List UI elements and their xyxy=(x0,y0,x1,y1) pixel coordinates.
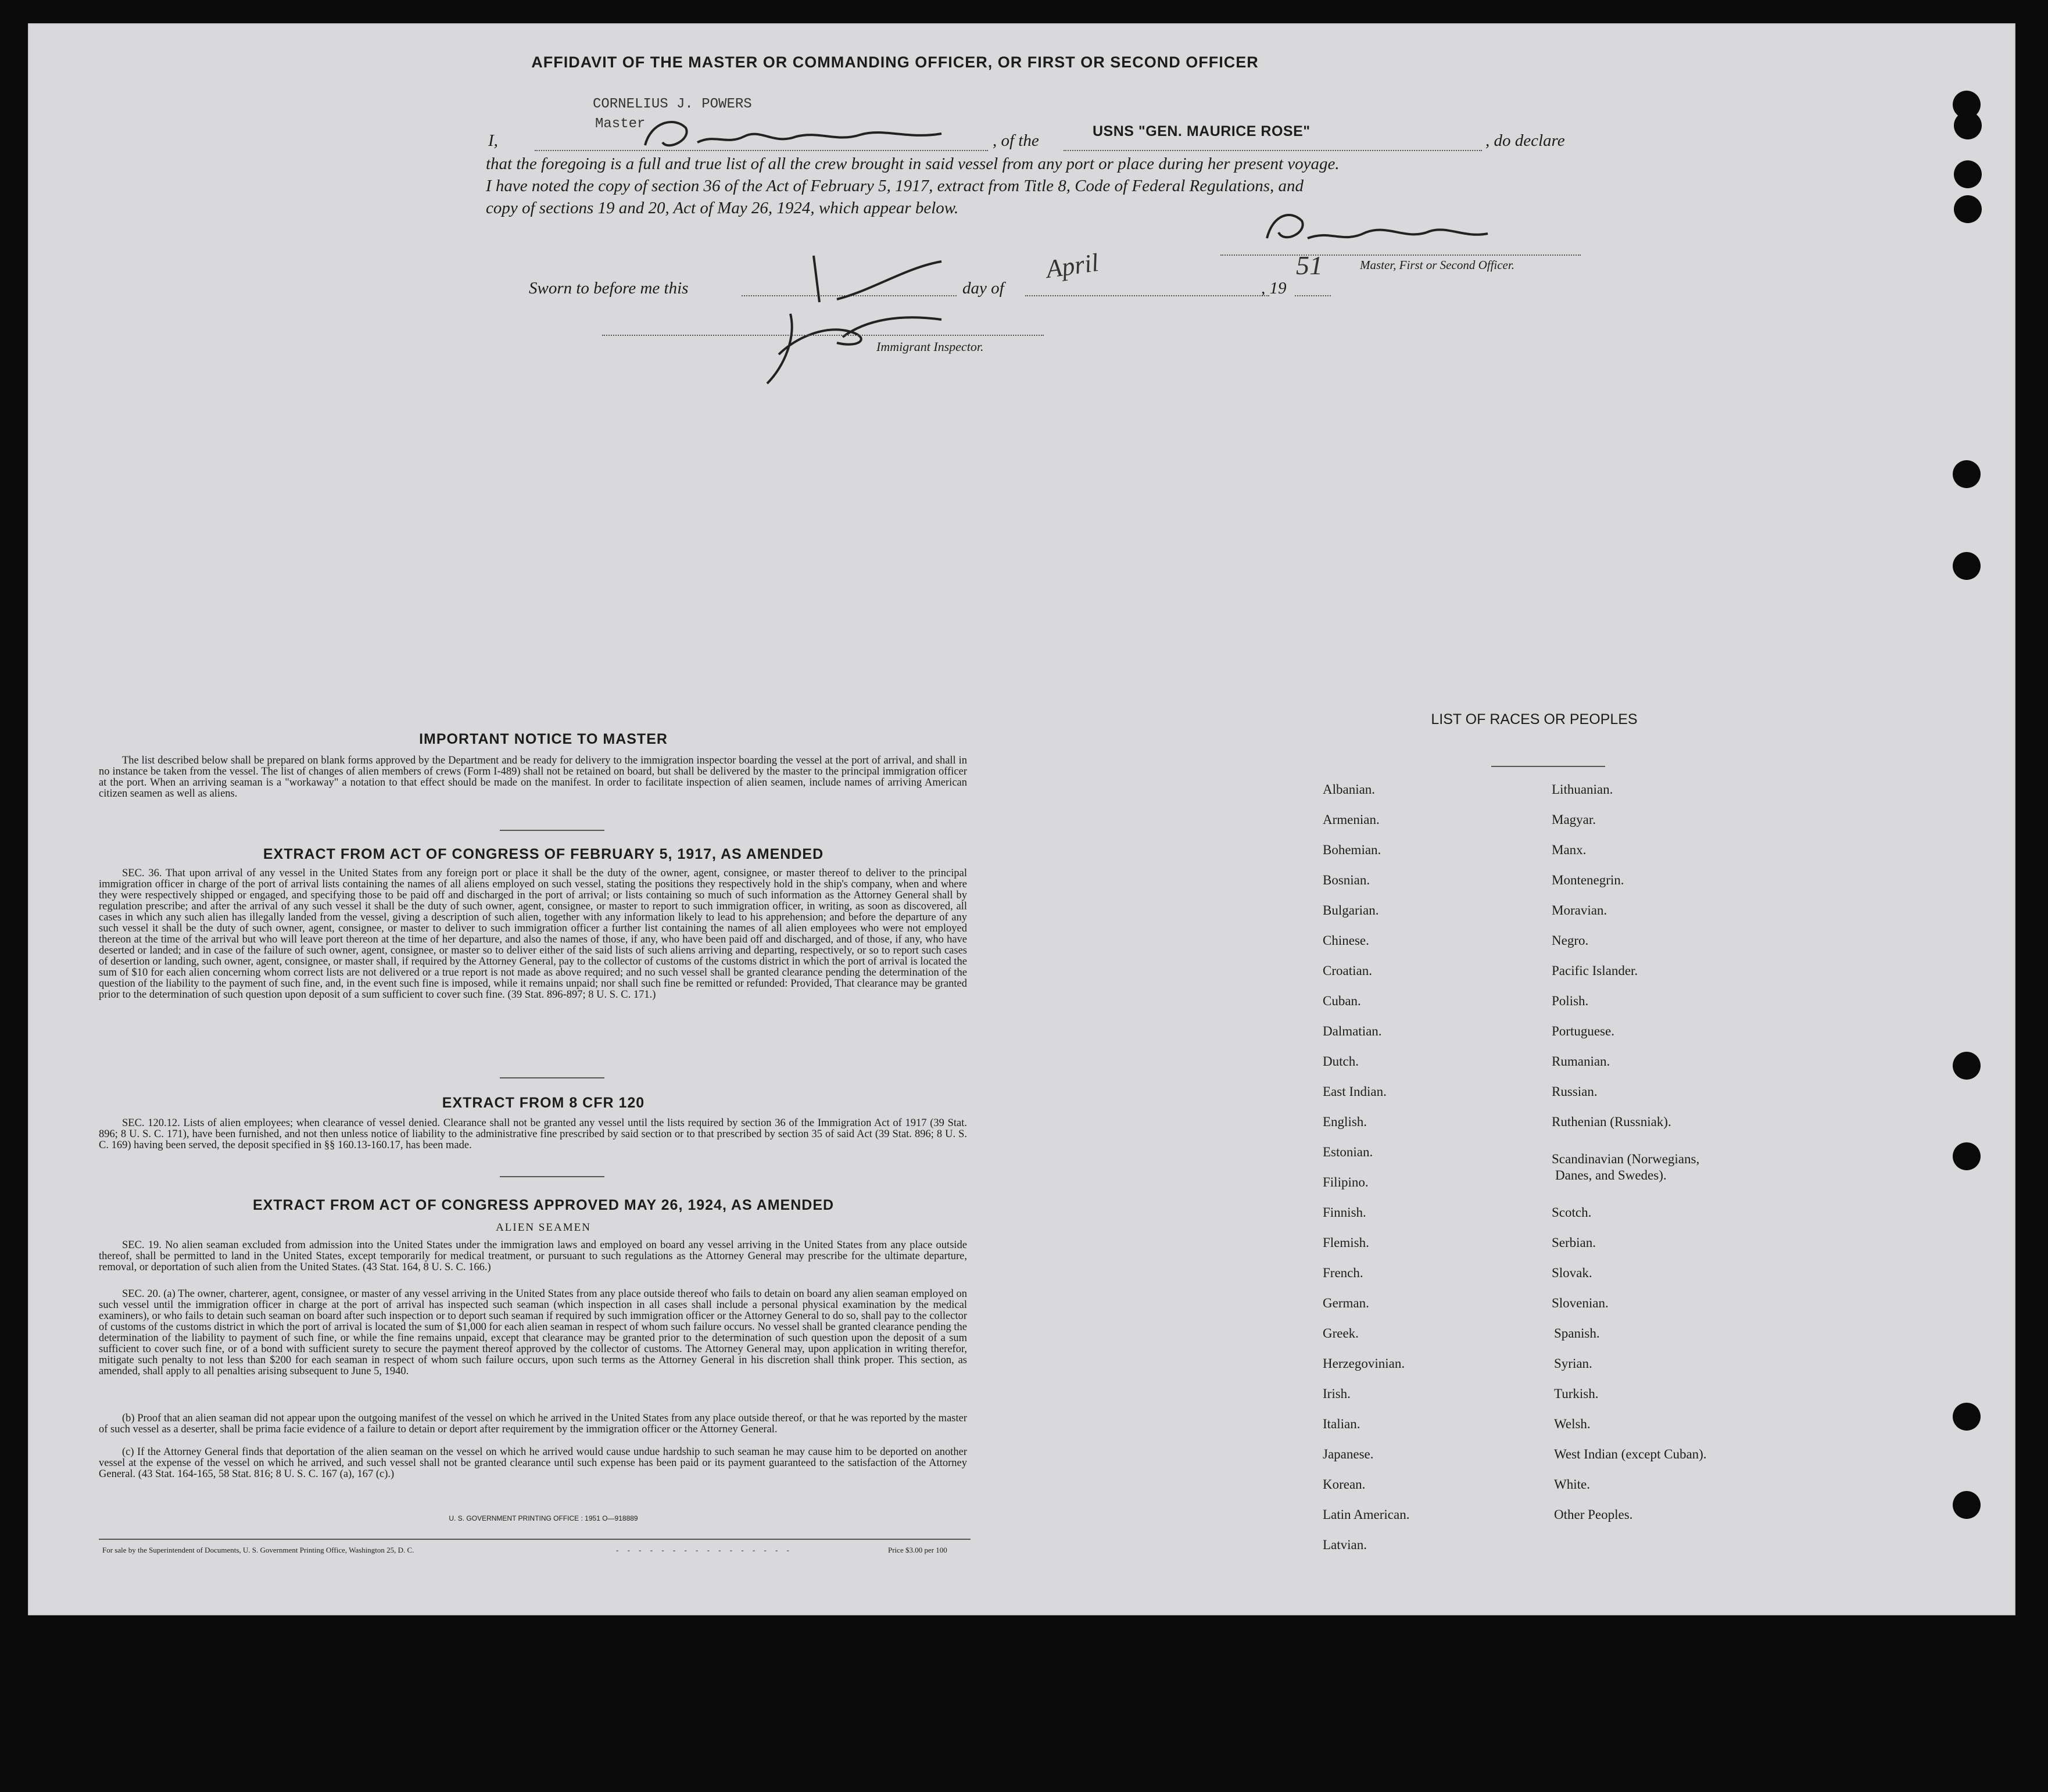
race-right: Ruthenian (Russniak). xyxy=(1552,1114,1671,1129)
race-left: Dalmatian. xyxy=(1323,1024,1382,1038)
notice-title: IMPORTANT NOTICE TO MASTER xyxy=(419,731,668,747)
footer-sale: For sale by the Superintendent of Documents, U. S. Government Printing Office, Washington 25, D. C. xyxy=(102,1546,414,1554)
race-left: Japanese. xyxy=(1323,1447,1374,1461)
race-right: Welsh. xyxy=(1554,1417,1591,1431)
month-line xyxy=(1025,295,1269,296)
race-right: Portuguese. xyxy=(1552,1024,1614,1038)
master-signature xyxy=(1255,198,1499,261)
footer-price: Price $3.00 per 100 xyxy=(888,1546,947,1554)
race-right: Montenegrin. xyxy=(1552,873,1624,887)
extract-1924-sec20c: (c) If the Attorney General finds that deportation of the alien seaman on the vessel on which he arrived would cause undue hardship to such seaman he may cause him to be deported on another vessel at the expense of the vessel on which he arrived, and such vessel shall not be granted clearance until such expense has been paid or its payment guaranteed to the satisfaction of the Attorney General. (43 Stat. 164-165, 58 Stat. 816; 8 U. S. C. 167 (a), 167 (c).) xyxy=(99,1446,967,1480)
race-right: Spanish. xyxy=(1554,1326,1600,1341)
punch-hole xyxy=(1953,1052,1981,1080)
extract-1924-sec19: SEC. 19. No alien seaman excluded from admission into the United States under the immigration laws and employed on board any vessel arriving in the United States from any place outside thereof, shall be permitted to land in the United States, except temporarily for medical treatment, or pursuant to such regulations as the Attorney General may prescribe for the ultimate departure, removal, or deportation of such alien from the United States. (43 Stat. 164, 8 U. S. C. 166.) xyxy=(99,1239,967,1273)
typed-master-name: CORNELIUS J. POWERS xyxy=(593,96,752,112)
race-right: Slovak. xyxy=(1552,1266,1592,1280)
affidavit-line-2: that the foregoing is a full and true list of all the crew brought in said vessel from any port or place during her present voyage. xyxy=(486,155,1340,173)
punch-hole xyxy=(1953,1142,1981,1170)
race-left: Filipino. xyxy=(1323,1175,1369,1189)
extract-1917-text: SEC. 36. That upon arrival of any vessel in the United States from any foreign port or place it shall be the duty of the owner, agent, consignee, or master thereof to deliver to the principal immigration officer in charge of the port of arrival lists containing the names of all aliens employed on such vessel, stating the positions they respectively hold in the ship's company, when and where they were respectively shipped or engaged, and specifying those to be paid off and discharged in the port of arrival; or lists containing so much of such information as the Attorney General shall by regulation prescribe; and after the arrival of any such vessel it shall be the duty of such owner, agent, consignee, or master to report to such immigration officer, in writing, as soon as discovered, all cases in which any such alien has illegally landed from the vessel, giving a description of such alien, together with any information likely to lead to his apprehension; and before the departure of any such vessel it shall be the duty of such owner, agent, consignee, or master to deliver to such immigration officer a further list containing the names of all alien employees who were not employed thereon at the time of the arrival but who will leave port thereon at the time of her departure, and also the names of those, if any, who have been paid off and discharged, and of those, if any, who have deserted or landed; and in case of the failure of such owner, agent, consignee, or master so to deliver either of the said lists of such aliens arriving and departing, respectively, or so to report such cases of desertion or landing, such owner, agent, consignee, or master shall, if required by the Attorney General, pay to the collector of customs of the customs district in which the port of arrival is located the sum of $10 for each alien concerning whom correct lists are not delivered or a true report is not made as above required; and no such vessel shall be granted clearance pending the determination of the question of the liability to the payment of such fine, and, in the event such fine is imposed, while it remains unpaid; nor shall such fine be remitted or refunded: Provided, That clearance may be granted prior to the determination of such question upon deposit of a sum sufficient to cover such fine. (39 Stat. 896-897; 8 U. S. C. 171.) xyxy=(99,868,967,1001)
race-left: Latvian. xyxy=(1323,1537,1367,1552)
day-of-label: day of xyxy=(962,279,1004,298)
race-right: Syrian. xyxy=(1554,1356,1592,1371)
footer-dashes: - - - - - - - - - - - - - - - - xyxy=(616,1546,793,1554)
year-line xyxy=(1295,295,1331,296)
race-right: Other Peoples. xyxy=(1554,1507,1633,1522)
race-left: East Indian. xyxy=(1323,1084,1387,1099)
race-left: Flemish. xyxy=(1323,1235,1369,1250)
punch-hole xyxy=(1953,552,1981,580)
master-caption: Master, First or Second Officer. xyxy=(1360,258,1514,272)
do-declare-label: , do declare xyxy=(1485,131,1565,150)
vessel-line xyxy=(1064,150,1482,151)
sworn-label: Sworn to before me this xyxy=(529,279,689,298)
month-handwritten: April xyxy=(1044,248,1101,284)
affidavit-title: AFFIDAVIT OF THE MASTER OR COMMANDING OFFICER, OR FIRST OR SECOND OFFICER xyxy=(531,53,1259,71)
year-prefix: , 19 xyxy=(1261,279,1287,298)
divider xyxy=(1491,766,1605,767)
race-right: Danes, and Swedes). xyxy=(1555,1168,1667,1182)
extract-cfr-title: EXTRACT FROM 8 CFR 120 xyxy=(442,1095,645,1111)
extract-1924-title: EXTRACT FROM ACT OF CONGRESS APPROVED MAY 26, 1924, AS AMENDED xyxy=(252,1197,835,1213)
race-left: Cuban. xyxy=(1323,994,1361,1008)
footer-rule xyxy=(99,1539,971,1540)
gpo-imprint: U. S. GOVERNMENT PRINTING OFFICE : 1951 O—918889 xyxy=(449,1514,638,1522)
race-left: French. xyxy=(1323,1266,1363,1280)
extract-1924-sec20a: SEC. 20. (a) The owner, charterer, agent, consignee, or master of any vessel arriving in the United States from any place outside thereof who fails to detain on board any alien seaman employed on such vessel until the immigration officer in charge at the port of arrival has inspected such seaman (which inspection in all cases shall include a personal physical examination by the medical examiners), or who fails to detain such seaman on board after such inspection or to deport such seaman if required by such immigration officer or the Attorney General to do so, shall pay to the collector of customs of the customs district in which the port of arrival is located the sum of $1,000 for each alien seaman in respect of whom such failure occurs. No vessel shall be granted clearance pending the determination of the liability to payment of such fine, or while the fine remains unpaid, except that clearance may be granted prior to the determination of such question upon the deposit of a sum sufficient to cover such fine, or of a bond with sufficient surety to secure the payment thereof approved by the collector of customs. The Attorney General may, upon application in writing therefor, mitigate such penalty to not less than $200 for each seaman in respect of whom such failure occurs, upon such terms as the Attorney General in his discretion shall think proper. This section, as amended, shall apply to all penalties arising subsequent to June 5, 1940. xyxy=(99,1288,967,1377)
race-right: Scotch. xyxy=(1552,1205,1592,1220)
race-left: Korean. xyxy=(1323,1477,1366,1492)
races-title: LIST OF RACES OR PEOPLES xyxy=(1431,711,1638,727)
inspector-signature-line xyxy=(602,335,1044,336)
of-the-label: , of the xyxy=(993,131,1039,150)
race-left: Chinese. xyxy=(1323,933,1369,948)
race-left: Greek. xyxy=(1323,1326,1359,1341)
race-left: German. xyxy=(1323,1296,1369,1310)
punch-hole xyxy=(1953,1491,1981,1519)
race-right: Turkish. xyxy=(1554,1386,1599,1401)
race-right: Serbian. xyxy=(1552,1235,1596,1250)
affidavit-i-label: I, xyxy=(488,131,498,150)
vessel-name: USNS "GEN. MAURICE ROSE" xyxy=(1093,123,1311,139)
extract-1917-title: EXTRACT FROM ACT OF CONGRESS OF FEBRUARY 5, 1917, AS AMENDED xyxy=(263,846,824,862)
race-right: Scandinavian (Norwegians, xyxy=(1552,1152,1700,1166)
notice-text: The list described below shall be prepared on blank forms approved by the Department and be ready for delivery to the immigration inspector boarding the vessel at the port of arrival, and shall in no instance be taken from the vessel. The list of changes of alien members of crews (Form I-489) shall not be retained on board, but shall be delivered by the master to the principal immigration officer at the port. When an arriving seaman is a "workaway" a notation to that effect should be made on the manifest. In order to facilitate inspection of alien seamen, include names of arriving American citizen seamen as well as aliens. xyxy=(99,755,967,800)
race-left: English. xyxy=(1323,1114,1367,1129)
race-right: Negro. xyxy=(1552,933,1589,948)
punch-hole xyxy=(1954,195,1982,223)
race-left: Finnish. xyxy=(1323,1205,1366,1220)
punch-hole xyxy=(1953,460,1981,488)
race-left: Albanian. xyxy=(1323,782,1376,797)
race-right: Moravian. xyxy=(1552,903,1607,917)
affidavit-line-3: I have noted the copy of section 36 of the Act of February 5, 1917, extract from Title 8, Code of Federal Regulations, and xyxy=(486,177,1304,195)
punch-hole xyxy=(1953,1403,1981,1431)
race-left: Italian. xyxy=(1323,1417,1360,1431)
race-left: Croatian. xyxy=(1323,963,1372,978)
extract-cfr-text: SEC. 120.12. Lists of alien employees; when clearance of vessel denied. Clearance shall not be granted any vessel until the lists required by section 36 of the Immigration Act of 1917 (39 Stat. 896; 8 U. S. C. 171), have been furnished, and not then unless notice of liability to the administrative fine prescribed by said section or to that prescribed by section 35 of said Act (39 Stat. 896; 8 U. S. C. 169) having been served, the deposit specified in §§ 160.13-160.17, has been made. xyxy=(99,1117,967,1151)
race-right: Polish. xyxy=(1552,994,1589,1008)
race-left: Bosnian. xyxy=(1323,873,1370,887)
race-right: Lithuanian. xyxy=(1552,782,1613,797)
divider xyxy=(500,1077,604,1078)
race-left: Latin American. xyxy=(1323,1507,1410,1522)
extract-1924-subtitle: ALIEN SEAMEN xyxy=(496,1221,591,1234)
race-right: Magyar. xyxy=(1552,812,1596,827)
race-left: Dutch. xyxy=(1323,1054,1359,1069)
extract-1924-sec20b: (b) Proof that an alien seaman did not appear upon the outgoing manifest of the vessel on which he arrived in the United States from any place outside thereof, or that he was reported by the master of such vessel as a deserter, shall be prima facie evidence of a failure to detain or deport after requirement by the immigration officer or the Attorney General. xyxy=(99,1413,967,1435)
race-left: Herzegovinian. xyxy=(1323,1356,1405,1371)
affidavit-line-4: copy of sections 19 and 20, Act of May 26, 1924, which appear below. xyxy=(486,199,959,217)
inspector-caption: Immigrant Inspector. xyxy=(876,339,984,354)
punch-hole xyxy=(1954,112,1982,139)
typed-master-rank: Master xyxy=(595,116,646,132)
race-left: Irish. xyxy=(1323,1386,1351,1401)
race-left: Estonian. xyxy=(1323,1145,1373,1159)
race-left: Bulgarian. xyxy=(1323,903,1379,917)
race-right: Pacific Islander. xyxy=(1552,963,1638,978)
race-right: White. xyxy=(1554,1477,1590,1492)
master-signature-line xyxy=(1220,255,1581,256)
race-right: Slovenian. xyxy=(1552,1296,1609,1310)
divider xyxy=(500,1176,604,1177)
race-right: West Indian (except Cuban). xyxy=(1554,1447,1707,1461)
divider xyxy=(500,830,604,831)
punch-hole xyxy=(1954,160,1982,188)
race-right: Manx. xyxy=(1552,843,1587,857)
year-handwritten: 51 xyxy=(1296,250,1323,280)
race-right: Russian. xyxy=(1552,1084,1598,1099)
race-left: Armenian. xyxy=(1323,812,1380,827)
race-left: Bohemian. xyxy=(1323,843,1381,857)
race-right: Rumanian. xyxy=(1552,1054,1610,1069)
